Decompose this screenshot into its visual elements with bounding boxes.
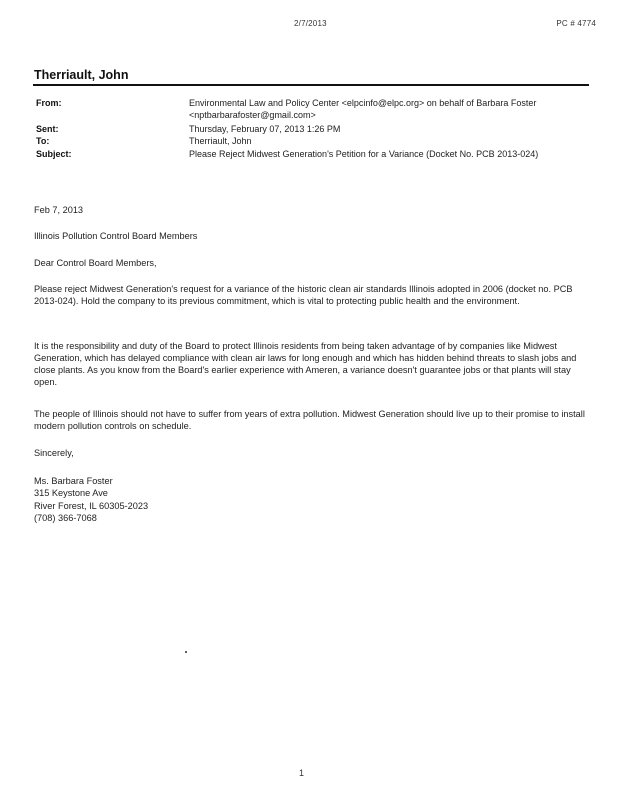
header-date: 2/7/2013 [294,19,327,28]
subject-value: Please Reject Midwest Generation's Petition for a Variance (Docket No. PCB 2013-024) [189,149,539,159]
paragraph-2-text: It is the responsibility and duty of the Board to protect Illinois residents from being taken advantage of by companies like Midwest Generation, which has delayed compliance with clean air laws for long enough and which has hidden behind threats to slash jobs and close plants. As you know from the Board's earlier experience with Ameren, a variance doesn't guarantee jobs or that plants will stay open. [34,341,577,387]
to-value: Therriault, John [189,136,252,146]
from-label: From: [36,98,62,108]
signature-name: Ms. Barbara Foster [34,476,113,486]
letter-closing: Sincerely, [34,448,74,458]
letter-paragraph-3 [34,408,594,432]
from-value-line1: Environmental Law and Policy Center <elpcinfo@elpc.org> on behalf of Barbara Foster [189,98,537,108]
scan-speck [185,651,187,653]
sender-name: Therriault, John [34,68,129,82]
letter-paragraph-1 [34,283,594,307]
letter-greeting: Dear Control Board Members, [34,258,157,268]
sent-value: Thursday, February 07, 2013 1:26 PM [189,124,341,134]
letter-date: Feb 7, 2013 [34,205,84,215]
signature-street: 315 Keystone Ave [34,488,108,498]
page-number: 1 [299,768,305,778]
header-page-code: PC # 4774 [556,19,596,28]
letter-paragraph-2 [34,340,594,388]
sent-label: Sent: [36,124,59,134]
subject-label: Subject: [36,149,72,159]
to-label: To: [36,136,50,146]
from-value-line2: <nptbarbarafoster@gmail.com> [189,110,316,120]
paragraph-3-text: The people of Illinois should not have to suffer from years of extra pollution. Midwest Generation should live up to their promise to install modern pollution controls on schedule. [34,409,585,431]
signature-phone: (708) 366-7068 [34,513,97,523]
letter-addressee: Illinois Pollution Control Board Members [34,231,198,241]
signature-city: River Forest, IL 60305-2023 [34,501,149,511]
paragraph-1-text: Please reject Midwest Generation's request for a variance of the historic clean air standards Illinois adopted in 2006 (docket no. PCB 2013-024). Hold the company to its previous commitment, which is vital to protecting public health and the environment. [34,284,573,306]
header-divider [33,84,589,86]
